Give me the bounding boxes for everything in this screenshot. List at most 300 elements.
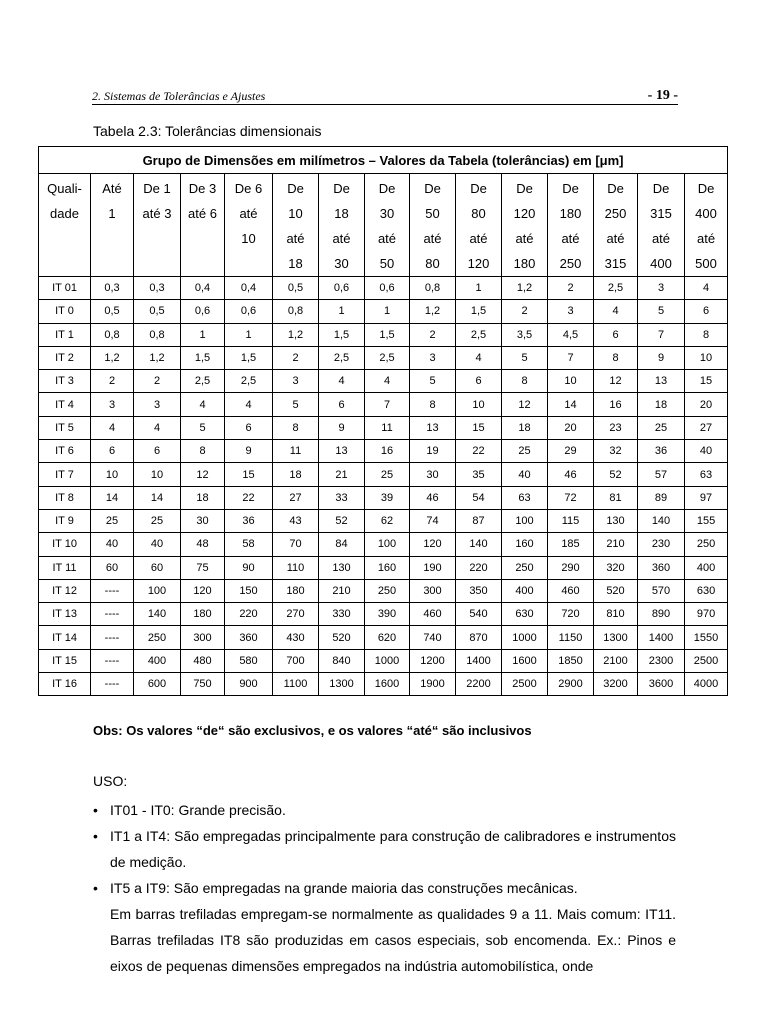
table-row — [39, 300, 728, 323]
column-header-line: até 6 — [188, 206, 217, 221]
tolerance-value-cell: 210 — [594, 533, 638, 556]
column-header — [225, 174, 273, 277]
tolerance-value-cell: 4 — [134, 416, 181, 439]
table-row — [39, 370, 728, 393]
column-header-line: 500 — [695, 256, 717, 271]
tolerance-value-cell: 250 — [502, 556, 548, 579]
tolerance-value-cell: 1100 — [273, 673, 319, 696]
column-header-line: 315 — [650, 206, 672, 221]
table-row — [39, 346, 728, 369]
tolerance-value-cell: 140 — [638, 509, 685, 532]
tolerance-value-cell: 1,5 — [319, 323, 365, 346]
tolerance-value-cell: 10 — [548, 370, 594, 393]
tolerance-value-cell: 18 — [638, 393, 685, 416]
table-row — [39, 277, 728, 300]
tolerance-value-cell: ---- — [91, 673, 134, 696]
quality-grade-cell: IT 4 — [39, 393, 91, 416]
tolerance-value-cell: 2 — [134, 370, 181, 393]
tolerance-value-cell: 60 — [91, 556, 134, 579]
tolerance-value-cell: 1 — [225, 323, 273, 346]
tolerance-value-cell: 120 — [410, 533, 456, 556]
tolerance-value-cell: 160 — [365, 556, 410, 579]
tolerance-value-cell: 155 — [685, 509, 728, 532]
tolerance-value-cell: 1300 — [319, 673, 365, 696]
column-header — [685, 174, 728, 277]
tolerance-value-cell: 430 — [273, 626, 319, 649]
quality-grade-cell: IT 11 — [39, 556, 91, 579]
tolerance-value-cell: 300 — [181, 626, 225, 649]
tolerance-value-cell: 39 — [365, 486, 410, 509]
column-header-line: até — [696, 231, 716, 246]
list-item-continuation — [93, 901, 676, 979]
column-header-line: dade — [50, 206, 79, 221]
tolerance-value-cell: 6 — [594, 323, 638, 346]
tolerance-value-cell: 2200 — [456, 673, 502, 696]
list-item — [93, 875, 676, 901]
tolerance-value-cell: 1900 — [410, 673, 456, 696]
quality-grade-cell: IT 9 — [39, 509, 91, 532]
tolerance-value-cell: 2 — [548, 277, 594, 300]
tolerance-value-cell: 2100 — [594, 649, 638, 672]
table-row — [39, 556, 728, 579]
table-row — [39, 649, 728, 672]
tolerance-value-cell: 46 — [548, 463, 594, 486]
quality-grade-cell: IT 14 — [39, 626, 91, 649]
column-header-line: 50 — [379, 256, 395, 271]
tolerance-value-cell: 13 — [410, 416, 456, 439]
tolerance-value-cell: 8 — [502, 370, 548, 393]
tolerance-value-cell: 0,5 — [91, 300, 134, 323]
tolerance-value-cell: 810 — [594, 603, 638, 626]
tolerance-value-cell: 4 — [594, 300, 638, 323]
tolerance-value-cell: 19 — [410, 440, 456, 463]
table-row — [39, 603, 728, 626]
tolerance-value-cell: 87 — [456, 509, 502, 532]
tolerance-value-cell: 8 — [181, 440, 225, 463]
column-header-line: 120 — [513, 206, 536, 221]
tolerance-value-cell: 360 — [225, 626, 273, 649]
quality-grade-cell: IT 16 — [39, 673, 91, 696]
tolerance-value-cell: 2,5 — [225, 370, 273, 393]
column-header — [319, 174, 365, 277]
column-header-line: 180 — [513, 256, 536, 271]
tolerance-value-cell: 14 — [91, 486, 134, 509]
quality-grade-cell: IT 8 — [39, 486, 91, 509]
tolerance-value-cell: 16 — [594, 393, 638, 416]
tolerance-value-cell: 40 — [502, 463, 548, 486]
tolerance-value-cell: 2500 — [502, 673, 548, 696]
column-header-line: 50 — [425, 206, 440, 221]
tolerance-value-cell: 3 — [638, 277, 685, 300]
column-header — [181, 174, 225, 277]
tolerance-value-cell: 20 — [685, 393, 728, 416]
tolerance-value-cell: 14 — [548, 393, 594, 416]
tolerance-value-cell: 9 — [638, 346, 685, 369]
column-header — [365, 174, 410, 277]
tolerance-value-cell: 7 — [365, 393, 410, 416]
tolerance-value-cell: 100 — [365, 533, 410, 556]
column-header-line: De — [562, 181, 579, 196]
tolerance-value-cell: 900 — [225, 673, 273, 696]
tolerance-value-cell: 630 — [685, 579, 728, 602]
tolerance-value-cell: 1000 — [365, 649, 410, 672]
tolerance-value-cell: 390 — [365, 603, 410, 626]
tolerance-value-cell: 7 — [638, 323, 685, 346]
tolerance-value-cell: 480 — [181, 649, 225, 672]
quality-grade-cell: IT 3 — [39, 370, 91, 393]
column-header-line: 18 — [288, 256, 303, 271]
tolerance-value-cell: 1,5 — [365, 323, 410, 346]
tolerance-value-cell: 0,4 — [225, 277, 273, 300]
column-header-line: 315 — [604, 256, 627, 271]
chapter-title: 2. Sistemas de Tolerâncias e Ajustes — [92, 89, 266, 103]
tolerance-value-cell: 460 — [410, 603, 456, 626]
table-row — [39, 486, 728, 509]
tolerance-value-cell: 3 — [273, 370, 319, 393]
tolerance-value-cell: 120 — [181, 579, 225, 602]
quality-grade-cell: IT 13 — [39, 603, 91, 626]
column-header-line: De 6 — [234, 181, 263, 196]
table-row — [39, 416, 728, 439]
tolerance-value-cell: 100 — [134, 579, 181, 602]
tolerance-value-cell: 4 — [225, 393, 273, 416]
list-item-text: Em barras trefiladas empregam-se normalmente as qualidades 9 a 11. Mais comum: IT11. Barras trefiladas IT8 são produzidas em casos especiais, sob encomenda. Ex.: Pinos e eixos de pequenas dimensões empregados na indústria automobilística, onde — [110, 906, 676, 974]
tolerance-value-cell: 15 — [225, 463, 273, 486]
column-header-line: 180 — [559, 206, 582, 221]
tolerance-value-cell: 1300 — [594, 626, 638, 649]
column-header-line: De — [607, 181, 624, 196]
column-header-line: 400 — [650, 256, 672, 271]
tolerance-value-cell: ---- — [91, 626, 134, 649]
tolerance-value-cell: 580 — [225, 649, 273, 672]
tolerance-value-cell: 8 — [410, 393, 456, 416]
list-item-text: IT01 - IT0: Grande precisão. — [110, 802, 286, 818]
tolerance-value-cell: 70 — [273, 533, 319, 556]
tolerance-value-cell: 520 — [594, 579, 638, 602]
tolerance-value-cell: 3600 — [638, 673, 685, 696]
tolerance-value-cell: 30 — [410, 463, 456, 486]
tolerance-value-cell: 21 — [319, 463, 365, 486]
tolerance-value-cell: 0,5 — [273, 277, 319, 300]
column-header — [273, 174, 319, 277]
quality-grade-cell: IT 1 — [39, 323, 91, 346]
tolerance-value-cell: 270 — [273, 603, 319, 626]
tolerance-value-cell: 35 — [456, 463, 502, 486]
table-row — [39, 463, 728, 486]
tolerance-value-cell: 62 — [365, 509, 410, 532]
tolerance-value-cell: 3 — [548, 300, 594, 323]
tolerance-value-cell: 1550 — [685, 626, 728, 649]
column-header-line: até — [651, 231, 671, 246]
column-header-line: Quali- — [47, 181, 82, 196]
tolerance-value-cell: 620 — [365, 626, 410, 649]
tolerance-value-cell: 63 — [502, 486, 548, 509]
column-header-line: até — [515, 231, 534, 246]
bullet-marker: • — [93, 880, 98, 896]
tolerance-value-cell: 110 — [273, 556, 319, 579]
tolerance-value-cell: 1 — [181, 323, 225, 346]
tolerance-value-cell: 75 — [181, 556, 225, 579]
tolerance-value-cell: 5 — [410, 370, 456, 393]
tolerance-value-cell: 3 — [134, 393, 181, 416]
tolerance-value-cell: 750 — [181, 673, 225, 696]
tolerance-value-cell: 190 — [410, 556, 456, 579]
table-row — [39, 323, 728, 346]
tolerance-value-cell: 10 — [134, 463, 181, 486]
table-row — [39, 626, 728, 649]
tolerance-value-cell: 6 — [319, 393, 365, 416]
tolerance-value-cell: 4 — [181, 393, 225, 416]
column-header-line: De 1 — [143, 181, 171, 196]
table-header-row — [39, 174, 728, 277]
tolerance-value-cell: 9 — [225, 440, 273, 463]
tolerance-value-cell: 27 — [273, 486, 319, 509]
tolerance-value-cell: 15 — [685, 370, 728, 393]
tolerance-value-cell: 230 — [638, 533, 685, 556]
tolerance-value-cell: 11 — [273, 440, 319, 463]
tolerance-value-cell: 720 — [548, 603, 594, 626]
tolerance-value-cell: 89 — [638, 486, 685, 509]
tolerance-value-cell: 10 — [456, 393, 502, 416]
tolerance-value-cell: 23 — [594, 416, 638, 439]
tolerance-value-cell: 0,3 — [91, 277, 134, 300]
tolerance-value-cell: ---- — [91, 579, 134, 602]
tolerance-value-cell: 700 — [273, 649, 319, 672]
tolerance-value-cell: 72 — [548, 486, 594, 509]
bullet-marker: • — [93, 828, 98, 844]
column-header-line: 1 — [108, 206, 116, 221]
column-header-line: 120 — [467, 256, 490, 271]
tolerance-value-cell: 540 — [456, 603, 502, 626]
column-header-line: De — [697, 181, 715, 196]
tolerance-value-cell: 30 — [181, 509, 225, 532]
column-header-line: Até — [102, 181, 122, 196]
tolerance-value-cell: 27 — [685, 416, 728, 439]
tolerance-value-cell: 7 — [548, 346, 594, 369]
column-header-line: 30 — [334, 256, 349, 271]
tolerance-value-cell: 2 — [273, 346, 319, 369]
tolerance-value-cell: 5 — [502, 346, 548, 369]
quality-grade-cell: IT 0 — [39, 300, 91, 323]
tolerance-value-cell: 58 — [225, 533, 273, 556]
tolerance-value-cell: 32 — [594, 440, 638, 463]
column-header-line: até — [377, 231, 397, 246]
tolerance-value-cell: 3 — [410, 346, 456, 369]
tolerance-value-cell: 5 — [273, 393, 319, 416]
tolerance-value-cell: 630 — [502, 603, 548, 626]
tolerance-value-cell: 400 — [502, 579, 548, 602]
tolerance-value-cell: 300 — [410, 579, 456, 602]
tolerance-value-cell: 36 — [638, 440, 685, 463]
column-header-line: até — [423, 231, 442, 246]
tolerance-value-cell: 3,5 — [502, 323, 548, 346]
tolerance-value-cell: 9 — [319, 416, 365, 439]
tolerance-value-cell: 13 — [638, 370, 685, 393]
tolerance-value-cell: 1600 — [502, 649, 548, 672]
tolerance-value-cell: 43 — [273, 509, 319, 532]
tolerance-value-cell: 0,6 — [225, 300, 273, 323]
column-header-line: 80 — [425, 256, 440, 271]
tolerance-value-cell: 140 — [456, 533, 502, 556]
tolerance-value-cell: 1600 — [365, 673, 410, 696]
tolerance-value-cell: 20 — [548, 416, 594, 439]
tolerance-value-cell: 1,2 — [134, 346, 181, 369]
column-header-line: até — [469, 231, 488, 246]
tolerance-value-cell: 74 — [410, 509, 456, 532]
tolerance-value-cell: 290 — [548, 556, 594, 579]
tolerance-value-cell: 4 — [91, 416, 134, 439]
tolerance-value-cell: 40 — [685, 440, 728, 463]
table-body — [39, 277, 728, 696]
column-header-line: De — [470, 181, 487, 196]
tolerance-value-cell: 2 — [502, 300, 548, 323]
tolerance-value-cell: 5 — [638, 300, 685, 323]
tolerance-value-cell: 1150 — [548, 626, 594, 649]
tolerance-value-cell: 2,5 — [319, 346, 365, 369]
tolerance-value-cell: 400 — [134, 649, 181, 672]
tolerance-value-cell: 12 — [181, 463, 225, 486]
tolerance-value-cell: 0,5 — [134, 300, 181, 323]
tolerance-value-cell: 0,6 — [319, 277, 365, 300]
column-header-line: De — [287, 181, 304, 196]
tolerance-value-cell: 25 — [365, 463, 410, 486]
tolerance-value-cell: 130 — [319, 556, 365, 579]
tolerance-value-cell: 1,2 — [410, 300, 456, 323]
table-row — [39, 509, 728, 532]
tolerance-value-cell: ---- — [91, 603, 134, 626]
tolerance-value-cell: 350 — [456, 579, 502, 602]
column-header — [594, 174, 638, 277]
tolerance-value-cell: 4 — [685, 277, 728, 300]
column-header-line: até — [606, 231, 625, 246]
tolerance-value-cell: 180 — [181, 603, 225, 626]
table-row — [39, 579, 728, 602]
tolerance-value-cell: 150 — [225, 579, 273, 602]
tolerance-value-cell: 25 — [134, 509, 181, 532]
tolerance-value-cell: 2300 — [638, 649, 685, 672]
tolerance-value-cell: 360 — [638, 556, 685, 579]
column-header — [638, 174, 685, 277]
column-header-line: 80 — [471, 206, 486, 221]
tolerance-value-cell: 250 — [365, 579, 410, 602]
quality-grade-cell: IT 5 — [39, 416, 91, 439]
tolerance-value-cell: 130 — [594, 509, 638, 532]
tolerance-value-cell: 970 — [685, 603, 728, 626]
column-header-line: 10 — [288, 206, 303, 221]
tolerance-value-cell: 57 — [638, 463, 685, 486]
tolerance-value-cell: 18 — [181, 486, 225, 509]
bullet-marker: • — [93, 802, 98, 818]
tolerance-value-cell: 1,5 — [456, 300, 502, 323]
column-header — [91, 174, 134, 277]
tolerance-value-cell: 52 — [319, 509, 365, 532]
tolerance-value-cell: 1400 — [638, 626, 685, 649]
column-header-line: 250 — [559, 256, 582, 271]
tolerance-value-cell: 2,5 — [181, 370, 225, 393]
tolerance-value-cell: 0,8 — [134, 323, 181, 346]
column-header — [410, 174, 456, 277]
column-header-line: De — [652, 181, 670, 196]
tolerance-value-cell: 0,6 — [181, 300, 225, 323]
page-number: - 19 - — [647, 88, 678, 103]
column-header — [502, 174, 548, 277]
tolerance-value-cell: 185 — [548, 533, 594, 556]
tolerance-value-cell: 40 — [91, 533, 134, 556]
list-item-text: IT5 a IT9: São empregadas na grande maioria das construções mecânicas. — [110, 880, 578, 896]
tolerance-value-cell: 220 — [456, 556, 502, 579]
tolerance-value-cell: 25 — [91, 509, 134, 532]
tolerance-value-cell: 460 — [548, 579, 594, 602]
tolerance-value-cell: 100 — [502, 509, 548, 532]
tolerance-value-cell: 29 — [548, 440, 594, 463]
tolerance-value-cell: 1,5 — [225, 346, 273, 369]
tolerance-value-cell: 600 — [134, 673, 181, 696]
table-caption: Tabela 2.3: Tolerâncias dimensionais — [93, 123, 322, 139]
column-header-line: 400 — [695, 206, 717, 221]
tolerance-value-cell: 840 — [319, 649, 365, 672]
tolerance-value-cell: 16 — [365, 440, 410, 463]
column-header-line: 30 — [379, 206, 395, 221]
tolerance-value-cell: 46 — [410, 486, 456, 509]
tolerance-value-cell: 52 — [594, 463, 638, 486]
column-header-line: De — [516, 181, 533, 196]
tolerance-value-cell: 2,5 — [594, 277, 638, 300]
tolerance-value-cell: 97 — [685, 486, 728, 509]
list-item — [93, 823, 676, 875]
column-header-line: De — [424, 181, 441, 196]
tolerance-value-cell: 400 — [685, 556, 728, 579]
tolerance-value-cell: 2,5 — [365, 346, 410, 369]
tolerance-value-cell: 54 — [456, 486, 502, 509]
tolerance-value-cell: 0,8 — [91, 323, 134, 346]
tolerance-value-cell: 330 — [319, 603, 365, 626]
table-row — [39, 673, 728, 696]
tolerance-value-cell: 0,8 — [273, 300, 319, 323]
tolerance-value-cell: 8 — [273, 416, 319, 439]
tolerance-value-cell: 6 — [225, 416, 273, 439]
tolerance-value-cell: 36 — [225, 509, 273, 532]
tolerance-value-cell: 220 — [225, 603, 273, 626]
tolerance-value-cell: 210 — [319, 579, 365, 602]
tolerance-value-cell: 90 — [225, 556, 273, 579]
tolerance-value-cell: 6 — [134, 440, 181, 463]
tolerance-value-cell: 320 — [594, 556, 638, 579]
tolerance-value-cell: 14 — [134, 486, 181, 509]
tolerance-value-cell: 2 — [91, 370, 134, 393]
tolerance-value-cell: 180 — [273, 579, 319, 602]
tolerance-value-cell: 0,4 — [181, 277, 225, 300]
tolerance-value-cell: 12 — [594, 370, 638, 393]
tolerance-value-cell: 3 — [91, 393, 134, 416]
tolerance-value-cell: 2900 — [548, 673, 594, 696]
tolerance-value-cell: 1000 — [502, 626, 548, 649]
tolerance-value-cell: 18 — [273, 463, 319, 486]
column-header-line: 18 — [334, 206, 349, 221]
tolerance-value-cell: 18 — [502, 416, 548, 439]
tolerance-value-cell: 4 — [319, 370, 365, 393]
tolerance-value-cell: 0,3 — [134, 277, 181, 300]
tolerance-value-cell: 740 — [410, 626, 456, 649]
column-header — [548, 174, 594, 277]
tolerance-value-cell: 40 — [134, 533, 181, 556]
tolerance-value-cell: 48 — [181, 533, 225, 556]
quality-grade-cell: IT 6 — [39, 440, 91, 463]
quality-grade-cell: IT 15 — [39, 649, 91, 672]
tolerance-value-cell: 1 — [319, 300, 365, 323]
tolerance-value-cell: 1 — [365, 300, 410, 323]
tolerance-value-cell: 1,2 — [91, 346, 134, 369]
running-header — [92, 88, 678, 105]
